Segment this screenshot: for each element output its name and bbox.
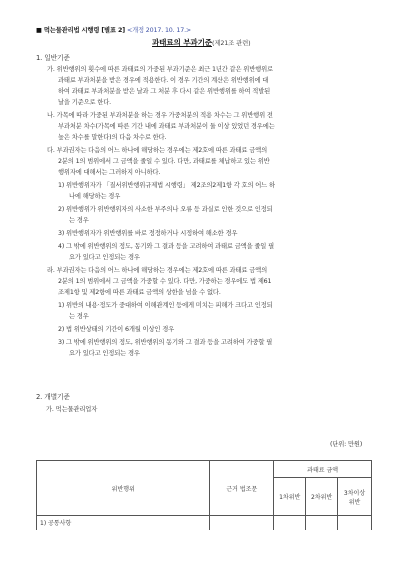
para-line: 조제1항 및 제2항에 따른 과태료 금액의 상한을 넘을 수 없다. (58, 289, 221, 296)
doc-header (36, 27, 191, 35)
unit-label: (단위: 만원) (330, 441, 363, 448)
title-ref: (제21조 관련) (211, 39, 251, 47)
para-line: 행위자에 대해서는 그러하지 아니하다. (58, 169, 161, 176)
para-line: 1) 위반행위자가 「질서위반행위규제법 시행령」 제2조의2제1항 각 호의 어느 하 (58, 182, 275, 189)
header-amount: 과태료 금액 (274, 461, 372, 478)
para-line: 요가 있다고 인정되는 경우 (69, 350, 140, 357)
para-line: 부과처분 차수(가목에 따른 기간 내에 과태료 부과처분이 둘 이상 있었던 경우에는 (58, 123, 275, 130)
para-line: 3) 그 밖에 위반행위의 정도, 위반행위의 동기와 그 결과 등을 고려하여 가중할 필 (58, 339, 273, 346)
para-line: 3) 위반행위자가 위반행위를 바로 정정하거나 시정하여 해소한 경우 (58, 230, 238, 237)
para-line: 2) 위반행위가 위반행위자의 사소한 부주의나 오류 등 과실로 인한 것으로 인정되 (58, 206, 273, 213)
para-line: 2) 법 위반상태의 기간이 6개월 이상인 경우 (58, 326, 175, 333)
para-line: 는 경우 (69, 313, 89, 320)
fee-table (36, 460, 372, 530)
para-line: 4) 그 밖에 위반행위의 정도, 동기와 그 결과 등을 고려하여 과태료 금액을 줄일 필 (58, 243, 275, 250)
para-line: 날을 기준으로 한다. (58, 99, 112, 106)
header-third-line2: 위반 (348, 498, 361, 506)
para-line: 라. 부과권자는 다음의 어느 하나에 해당하는 경우에는 제2호에 따른 과태료 금액의 (47, 267, 268, 274)
revision-date: <개정 2017. 10. 17.> (126, 27, 192, 34)
header-violation: 위반행위 (37, 461, 210, 516)
title-main: 과태료의 부과기준 (152, 38, 212, 47)
para-line: 2분의 1의 범위에서 그 금액을 줄일 수 있다. 다만, 과태료를 체납하고 있는 위반 (58, 158, 270, 165)
doc-title (152, 39, 250, 47)
header-prefix: ■ 먹는물관리법 시행령 [별표 2] (36, 27, 127, 34)
para-line: 다. 부과권자는 다음의 어느 하나에 해당하는 경우에는 제2호에 따른 과태료 금액의 (47, 147, 268, 154)
row-law-cell (210, 516, 274, 530)
section1-heading: 1. 일반기준 (36, 54, 70, 62)
section2-heading: 2. 개별기준 (36, 393, 70, 401)
row-second-cell (306, 516, 338, 530)
para-line: 요가 있다고 인정되는 경우 (69, 254, 140, 261)
para-line: 하여 과태료 부과처분을 받은 날과 그 처분 후 다시 같은 위반행위를 하여 적발된 (58, 88, 271, 95)
row-first-cell (274, 516, 306, 530)
para-line: 는 경우 (69, 217, 89, 224)
para-line: 높은 차수를 말한다)의 다음 차수로 한다. (58, 134, 167, 141)
para-line: 나에 해당하는 경우 (69, 193, 121, 200)
header-law: 근거 법조문 (210, 461, 274, 516)
para-line: 가. 위반행위의 횟수에 따른 과태료의 가중된 부과기준은 최근 1년간 같은 위반행위로 (47, 66, 273, 73)
row-third-cell (338, 516, 372, 530)
header-first: 1차위반 (274, 478, 306, 516)
para-line: 나. 가목에 따라 가중된 부과처분을 하는 경우 가중처분의 적용 차수는 그 위반행위 전 (47, 112, 273, 119)
row-common: 1) 공통사항 (37, 516, 210, 530)
header-third-line1: 3차이상 (343, 489, 366, 497)
header-second: 2차위반 (306, 478, 338, 516)
para-line: 과태료 부과처분을 받은 경우에 적용한다. 이 경우 기간의 계산은 위반행위에 대 (58, 77, 269, 84)
section2-sub: 가. 먹는물관리업자 (46, 406, 98, 413)
para-line: 1) 위반의 내용·정도가 중대하여 이해관계인 등에게 미치는 피해가 크다고 인정되 (58, 302, 273, 309)
header-third (338, 478, 372, 516)
para-line: 2분의 1의 범위에서 그 금액을 가중할 수 있다. 다만, 가중하는 경우에도 법 제61 (58, 278, 272, 285)
